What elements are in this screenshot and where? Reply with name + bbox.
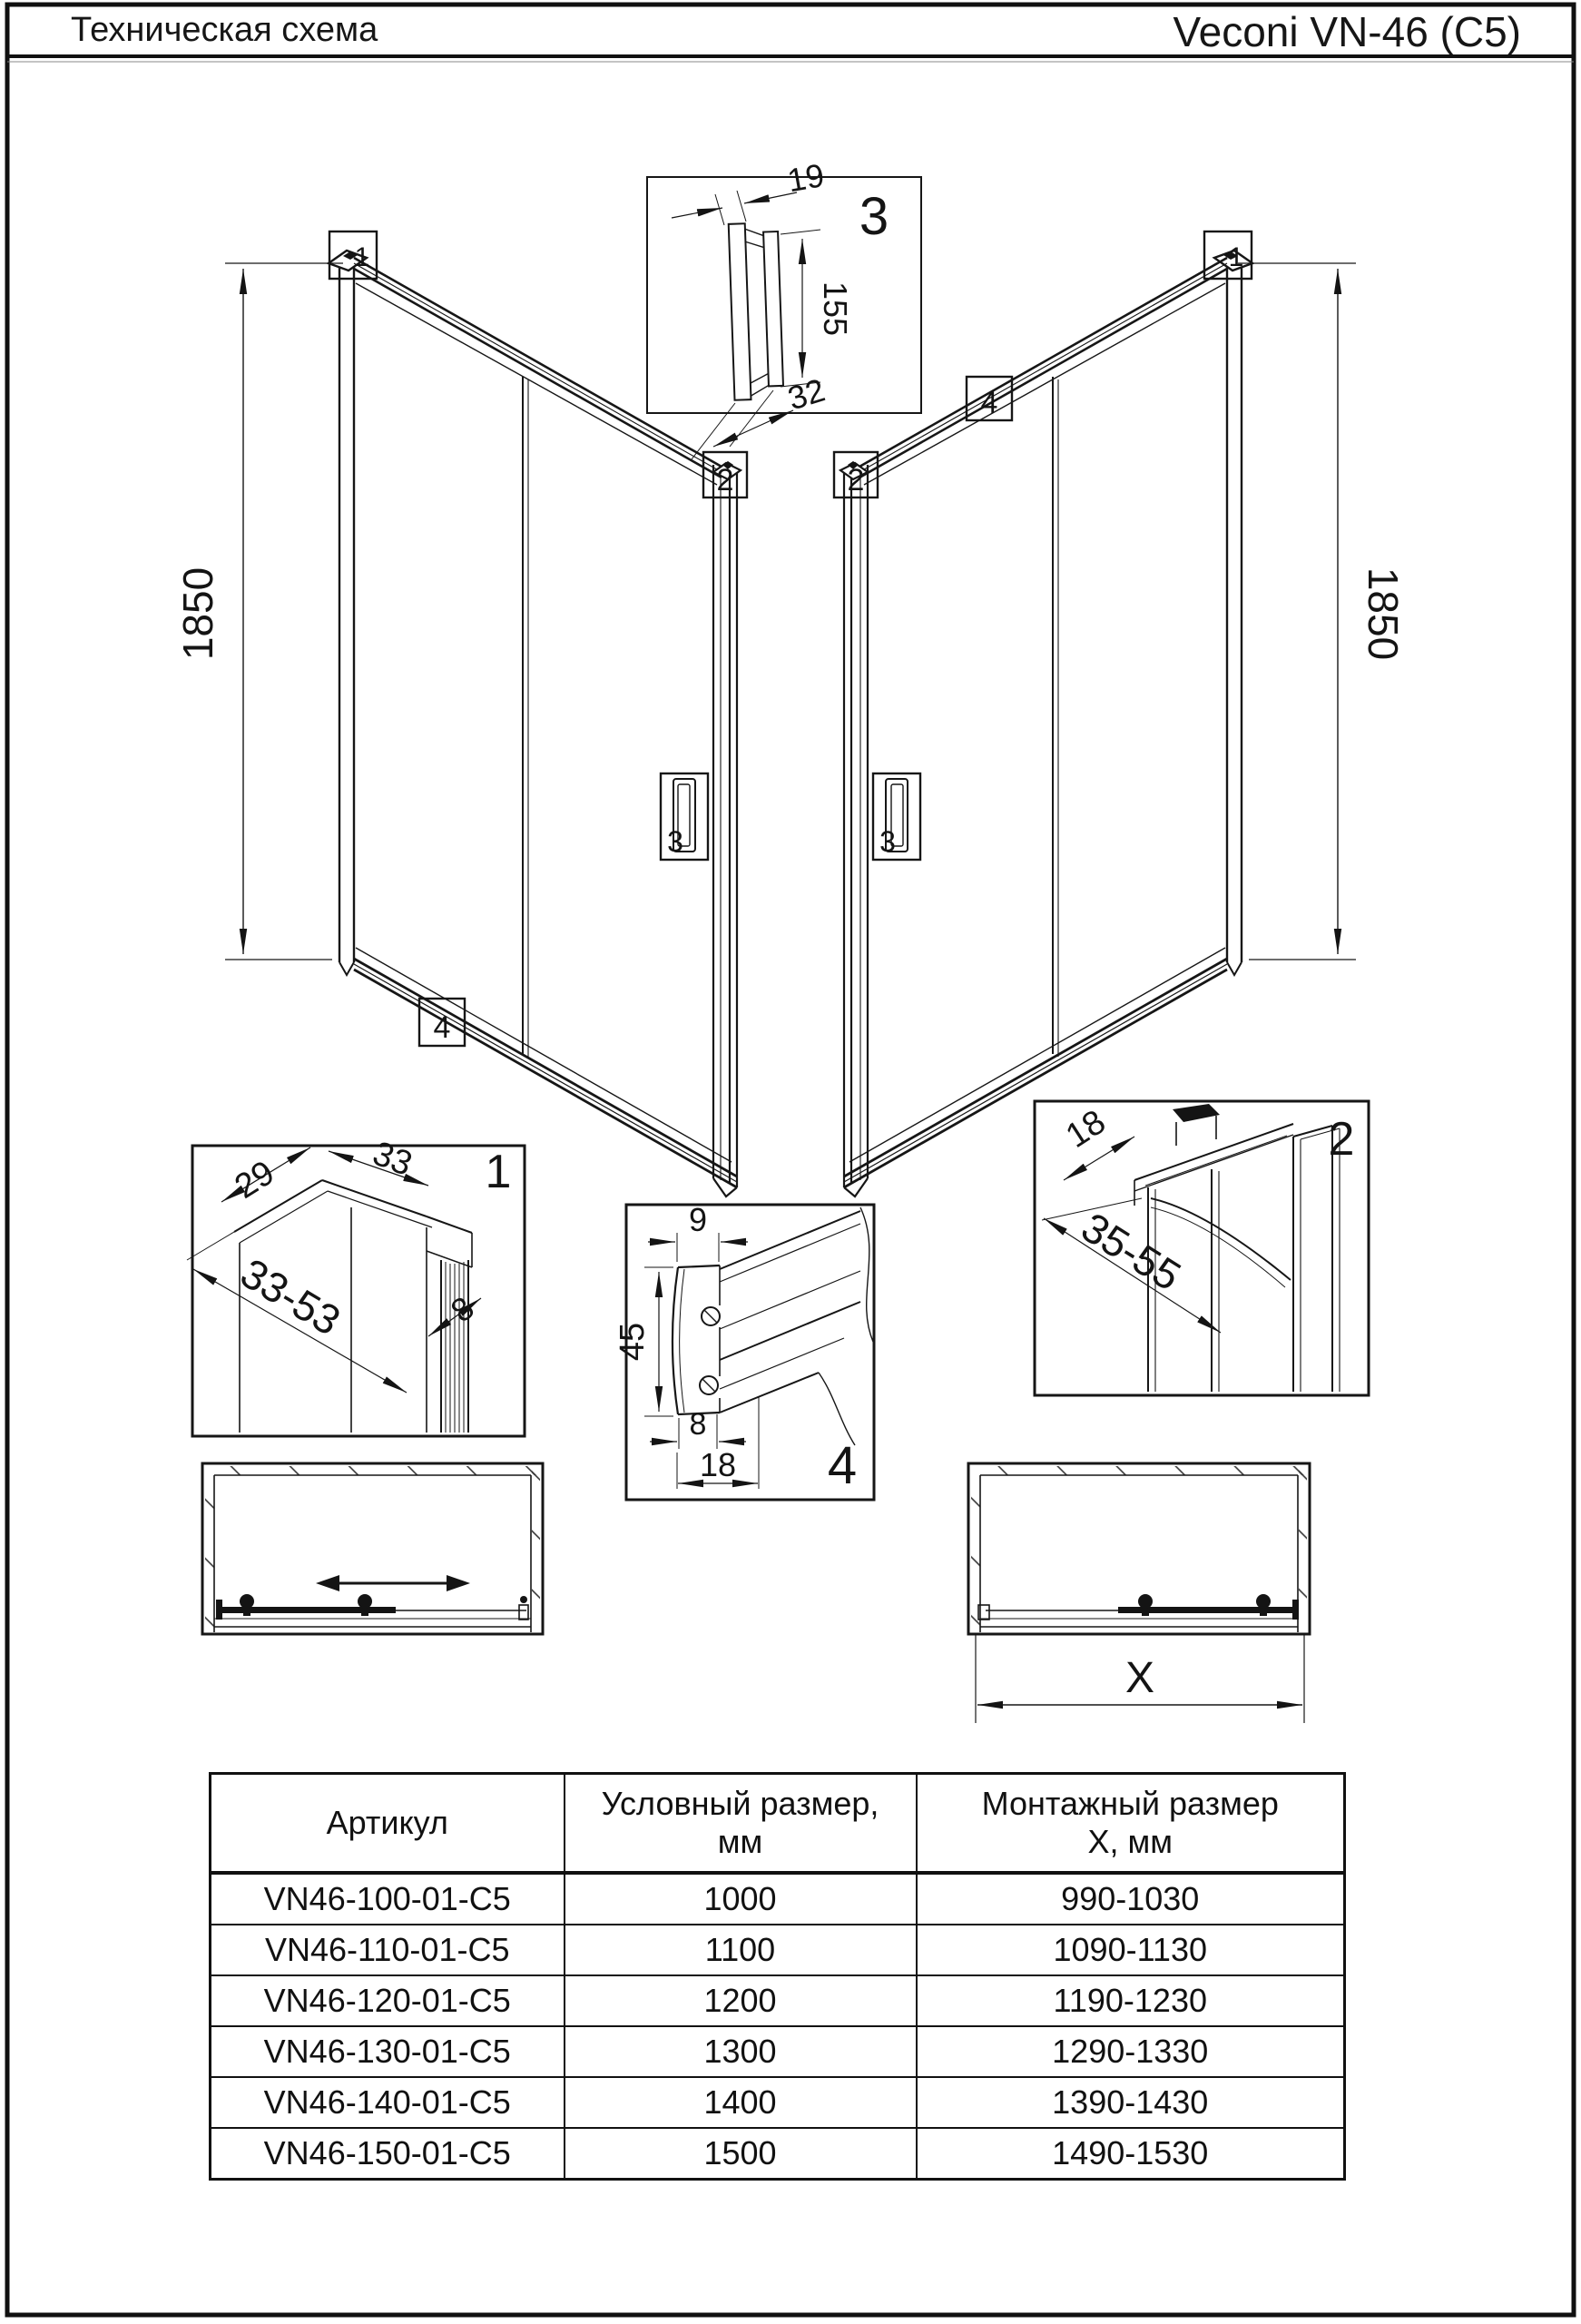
- col-size-header-line2: мм: [717, 1823, 763, 1860]
- article-cell: VN46-150-01-C5: [211, 2128, 565, 2180]
- mount-cell: 1390-1430: [917, 2077, 1345, 2128]
- right-callout-2: 2: [847, 463, 865, 497]
- handle-pitch-label: 32: [783, 370, 830, 418]
- col-mount-header-line1: Монтажный размер: [981, 1785, 1279, 1822]
- col-size-header: [565, 1774, 917, 1874]
- size-cell: 1500: [565, 2128, 917, 2180]
- rail-45-label: 45: [614, 1322, 652, 1362]
- size-cell: 1400: [565, 2077, 917, 2128]
- article-cell: VN46-120-01-C5: [211, 1975, 565, 2026]
- left-callout-2: 2: [716, 463, 734, 497]
- detail-3-label: 3: [859, 187, 889, 246]
- right-callout-4: 4: [980, 386, 998, 420]
- size-table-header-row: [211, 1774, 1345, 1874]
- rail-8-label: 8: [689, 1407, 707, 1442]
- left-height-label: 1850: [174, 566, 221, 661]
- profile-range-label: 33-53: [232, 1248, 349, 1344]
- mount-width-label: X: [1124, 1654, 1155, 1702]
- article-cell: VN46-110-01-C5: [211, 1925, 565, 1975]
- detail-4-label: 4: [827, 1436, 858, 1495]
- article-cell: VN46-100-01-C5: [211, 1873, 565, 1925]
- right-door-drawing: [834, 231, 1252, 1196]
- table-row: [211, 1975, 1345, 2026]
- size-cell: 1200: [565, 1975, 917, 2026]
- rail-18-label: 18: [699, 1446, 737, 1483]
- right-callout-1: 1: [1228, 242, 1244, 272]
- article-cell: VN46-140-01-C5: [211, 2077, 565, 2128]
- size-table: [209, 1772, 1346, 2181]
- right-height-dimension: [1238, 263, 1356, 960]
- article-cell: VN46-130-01-C5: [211, 2026, 565, 2077]
- product-title: Veconi VN-46 (C5): [1173, 8, 1521, 55]
- mount-cell: 1090-1130: [917, 1925, 1345, 1975]
- mount-cell: 990-1030: [917, 1873, 1345, 1925]
- size-cell: 1000: [565, 1873, 917, 1925]
- left-callout-1: 1: [354, 242, 370, 272]
- table-row: [211, 1873, 1345, 1925]
- profile-29-label: 29: [228, 1153, 281, 1206]
- table-row: [211, 2128, 1345, 2180]
- detail-2-label: 2: [1328, 1113, 1355, 1166]
- left-callout-4: 4: [433, 1010, 451, 1045]
- mount-cell: 1190-1230: [917, 1975, 1345, 2026]
- right-height-label: 1850: [1360, 566, 1407, 661]
- table-row: [211, 1925, 1345, 1975]
- mount-cell: 1290-1330: [917, 2026, 1345, 2077]
- left-height-dimension: [225, 263, 343, 960]
- size-cell: 1100: [565, 1925, 917, 1975]
- detail-1-label: 1: [485, 1146, 512, 1198]
- right-callout-3: 3: [879, 825, 896, 858]
- col-article-header: Артикул: [211, 1774, 565, 1874]
- size-cell: 1300: [565, 2026, 917, 2077]
- col-mount-header-line2: Х, мм: [1087, 1823, 1173, 1860]
- table-row: [211, 2026, 1345, 2077]
- col-size-header-line1: Условный размер,: [601, 1785, 879, 1822]
- wall-range-label: 35-55: [1073, 1203, 1190, 1300]
- left-door-drawing: [329, 231, 747, 1196]
- profile-33-label: 33: [368, 1134, 417, 1184]
- left-callout-3: 3: [667, 825, 683, 858]
- col-mount-header: [917, 1774, 1345, 1874]
- mount-cell: 1490-1530: [917, 2128, 1345, 2180]
- wall-18-label: 18: [1059, 1102, 1113, 1157]
- glass-8-label: 8: [443, 1288, 481, 1330]
- handle-height-label: 155: [817, 281, 854, 337]
- plan-view-open: [202, 1463, 543, 1634]
- handle-width-label: 19: [784, 156, 828, 200]
- rail-9-label: 9: [688, 1201, 708, 1238]
- doc-title: Техническая схема: [71, 11, 378, 49]
- table-row: [211, 2077, 1345, 2128]
